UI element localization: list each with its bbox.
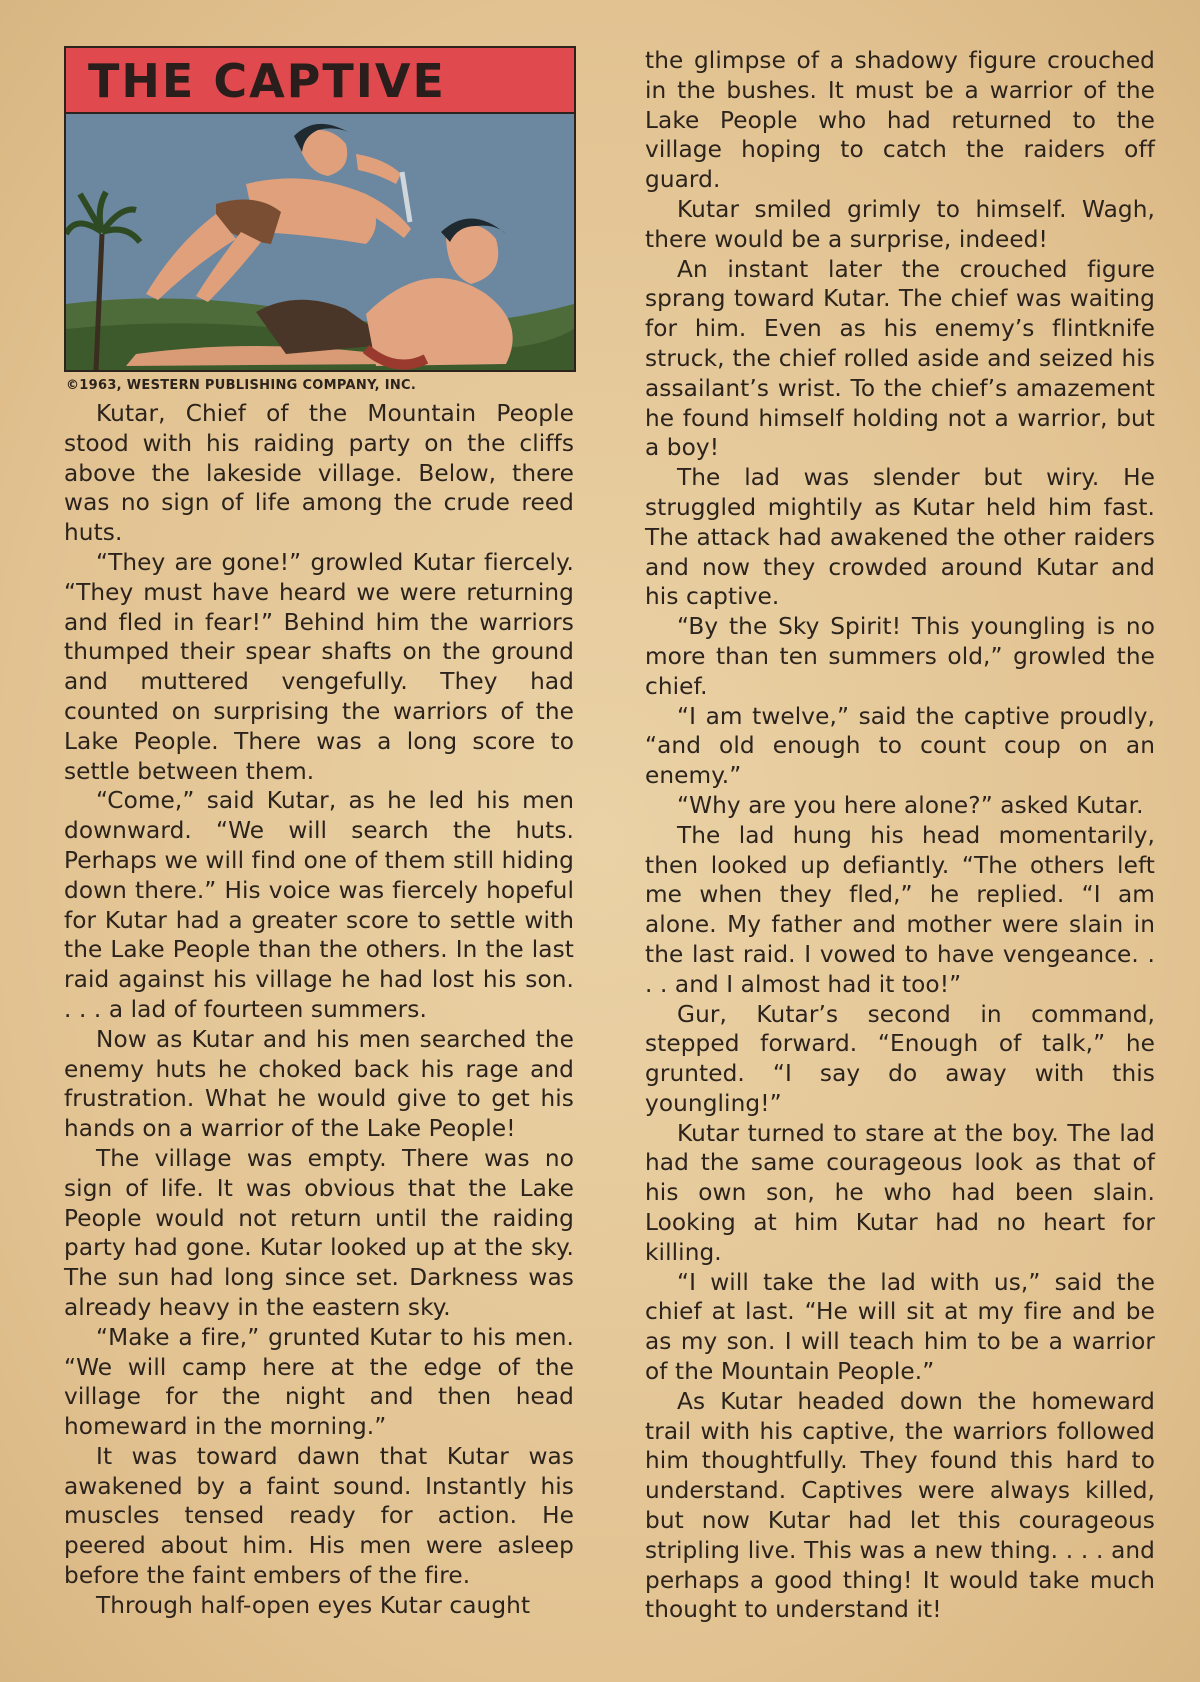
right-paragraph-12: As Kutar headed down the homeward trail with his captive, the warriors followed him thoughtfully. They found this hard to understand. Captives were always killed, but now Kutar had let this courageous stripling live. This was a new thing. . . . and perhaps a good thing! It would take much thought to understand it! (645, 1387, 1155, 1624)
right-paragraph-11: “I will take the lad with us,” said the chief at last. “He will sit at my fire and be as my son. I will teach him to be a warrior of the Mountain People.” (645, 1268, 1155, 1386)
left-paragraph-6: “Make a fire,” grunted Kutar to his men. “We will camp here at the edge of the village for the night and then head homeward in the morning.” (64, 1323, 574, 1441)
story-title: THE CAPTIVE (88, 54, 446, 108)
left-paragraph-3: “Come,” said Kutar, as he led his men downward. “We will search the huts. Perhaps we will find one of them still hiding down there.” His voice was fiercely hopeful for Kutar had a greater score to settle with the Lake People than the others. In the last raid against his village he had lost his son. . . . a lad of fourteen summers. (64, 787, 574, 1023)
right-paragraph-8: The lad hung his head momentarily, then looked up defiantly. “The others left me when they fled,” he replied. “I am alone. My father and mother were slain in the last raid. I vowed to have vengeance. . . . and I almost had it too!” (645, 821, 1155, 998)
title-banner (66, 48, 574, 114)
illustration-captive (66, 114, 574, 370)
left-column (64, 46, 574, 1621)
right-paragraph-6: “I am twelve,” said the captive proudly, “and old enough to count coup on an enemy.” (645, 702, 1155, 790)
right-paragraph-3: An instant later the crouched figure sprang toward Kutar. The chief was waiting for him. Even as his enemy’s flintknife struck, the chief rolled aside and seized his assailant’s wrist. To the chief’s amazement he found himself holding not a warrior, but a boy! (645, 255, 1155, 462)
left-paragraph-1: Kutar, Chief of the Mountain People stood with his raiding party on the cliffs above the lakeside village. Below, there was no sign of life among the crude reed huts. (64, 400, 574, 547)
right-paragraph-4: The lad was slender but wiry. He struggled mightily as Kutar held him fast. The attack had awakened the other raiders and now they crowded around Kutar and his captive. (645, 464, 1155, 611)
copyright-notice: ©1963, WESTERN PUBLISHING COMPANY, INC. (66, 378, 417, 393)
left-paragraph-8: Through half-open eyes Kutar caught (96, 1591, 531, 1619)
left-paragraph-2: “They are gone!” growled Kutar fiercely. “They must have heard we were returning and fled in fear!” Behind him the warriors thumped their spear shafts on the ground and muttered vengefully. They had counted on surprising the warriors of the Lake People. There was a long score to settle between them. (64, 548, 574, 785)
left-paragraph-4: Now as Kutar and his men searched the enemy huts he choked back his rage and frustration. What he would give to get his hands on a warrior of the Lake People! (64, 1025, 574, 1143)
left-paragraph-7: It was toward dawn that Kutar was awakened by a faint sound. Instantly his muscles tensed ready for action. He peered about him. His men were asleep before the faint embers of the fire. (64, 1442, 574, 1590)
left-paragraph-5: The village was empty. There was no sign of life. It was obvious that the Lake People would not return until the raiding party had gone. Kutar looked up at the sky. The sun had long since set. Darkness was already heavy in the eastern sky. (64, 1144, 574, 1321)
right-paragraph-9: Gur, Kutar’s second in command, stepped forward. “Enough of talk,” he grunted. “I say do away with this youngling!” (645, 1000, 1155, 1117)
right-paragraph-2: Kutar smiled grimly to himself. Wagh, there would be a surprise, indeed! (645, 195, 1155, 253)
title-panel (64, 46, 576, 372)
right-paragraph-1: the glimpse of a shadowy figure crouched in the bushes. It must be a warrior of the Lake People who had returned to the village hoping to catch the raiders off guard. (645, 47, 1155, 194)
right-paragraph-10: Kutar turned to stare at the boy. The lad had the same courageous look as that of his own son, he who had been slain. Looking at him Kutar had no heart for killing. (645, 1119, 1155, 1266)
right-column (645, 46, 1155, 1625)
right-paragraph-7: “Why are you here alone?” asked Kutar. (677, 791, 1144, 819)
right-paragraph-5: “By the Sky Spirit! This youngling is no more than ten summers old,” growled the chief. (645, 613, 1155, 700)
